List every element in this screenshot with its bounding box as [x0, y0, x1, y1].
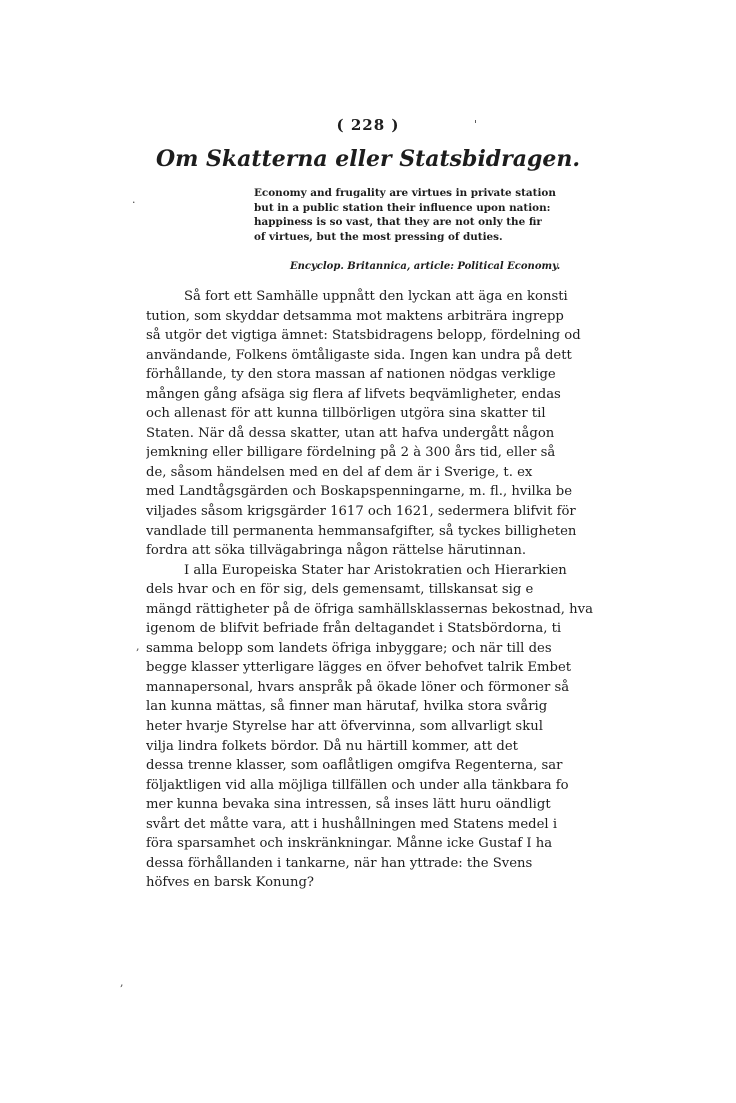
body-line: mannapersonal, hvars anspråk på ökade löner och förmoner så — [146, 679, 570, 695]
chapter-title: Om Skatterna eller Statsbidragen. — [155, 146, 581, 172]
body-line: svårt det måtte vara, att i hushållningen med Statens medel i — [146, 816, 558, 832]
stray-mark: , — [120, 976, 124, 989]
body-line: dessa förhållanden i tankarne, när han yttrade: the Svens — [146, 855, 533, 871]
body-line: heter hvarje Styrelse har att öfvervinna, som allvarligt skul — [146, 719, 543, 735]
body-line: de, såsom händelsen med en del af dem är i Sverige, t. ex — [146, 464, 533, 480]
body-line: med Landtågsgärden och Boskapspenningarne, m. fl., hvilka be — [146, 484, 573, 500]
body-line: mer kunna bevaka sina intressen, så inses lätt huru oändligt — [146, 797, 551, 813]
body-line: följaktligen vid alla möjliga tillfällen och under alla tänkbara fo — [146, 777, 569, 793]
page-number: ( 228 ) — [336, 116, 400, 134]
body-line: dels hvar och en för sig, dels gemensamt, tillskansat sig e — [146, 582, 534, 598]
body-line: dessa trenne klasser, som oaflåtligen omgifva Regenterna, sar — [146, 758, 563, 774]
body-text — [146, 287, 598, 893]
epigraph-line: but in a public station their influence upon nation: — [254, 201, 551, 214]
epigraph-line: of virtues, but the most pressing of duties. — [254, 230, 503, 243]
body-line: lan kunna mättas, så finner man härutaf, hvilka stora svårig — [146, 699, 548, 715]
epigraph-source: Encyclop. Britannica, article: Political Economy. — [290, 261, 561, 272]
body-line: föra sparsamhet och inskränkningar. Månne icke Gustaf I ha — [146, 836, 553, 852]
body-line: begge klasser ytterligare lägges en öfver behofvet talrik Embet — [146, 660, 572, 676]
body-line: vilja lindra folkets bördor. Då nu härtill kommer, att det — [146, 738, 518, 754]
body-line: så utgör det vigtiga ämnet: Statsbidragens belopp, fördelning od — [146, 328, 581, 344]
body-line: samma belopp som landets öfriga inbyggare; och när till des — [146, 640, 552, 656]
stray-mark: , — [136, 640, 140, 653]
epigraph-line: Economy and frugality are virtues in private station — [254, 187, 556, 199]
body-line: fordra att söka tillvägabringa någon rättelse härutinnan. — [146, 543, 527, 559]
body-line: mången gång afsäga sig flera af lifvets beqvämligheter, endas — [146, 386, 561, 402]
epigraph — [254, 186, 600, 244]
epigraph-line: happiness is so vast, that they are not only the fir — [254, 216, 542, 229]
body-line: Så fort ett Samhälle uppnått den lyckan att äga en konsti — [184, 289, 568, 304]
body-line: och allenast för att kunna tillbörligen utgöra sina skatter til — [146, 406, 546, 422]
stray-mark: · — [132, 196, 136, 209]
body-line: förhållande, ty den stora massan af nationen nödgas verklige — [146, 367, 556, 383]
body-line: jemkning eller billigare fördelning på 2 à 300 års tid, eller så — [146, 445, 556, 461]
body-line: mängd rättigheter på de öfriga samhällsklassernas bekostnad, hva — [146, 601, 593, 617]
body-line: Staten. När då dessa skatter, utan att hafva undergått någon — [146, 425, 555, 441]
body-line: vandlade till permanenta hemmansafgifter, så tyckes billigheten — [146, 523, 577, 539]
body-line: tution, som skyddar detsamma mot maktens arbiträra ingrepp — [146, 308, 564, 324]
body-line: igenom de blifvit befriade från deltagandet i Statsbördorna, ti — [146, 621, 562, 637]
body-line: viljades såsom krigsgärder 1617 och 1621, sedermera blifvit för — [146, 504, 576, 520]
stray-mark: ' — [474, 118, 478, 131]
body-line: användande, Folkens ömtåligaste sida. Ingen kan undra på dett — [146, 347, 572, 363]
body-line: höfves en barsk Konung? — [146, 875, 315, 891]
body-line: I alla Europeiska Stater har Aristokratien och Hierarkien — [184, 562, 567, 578]
